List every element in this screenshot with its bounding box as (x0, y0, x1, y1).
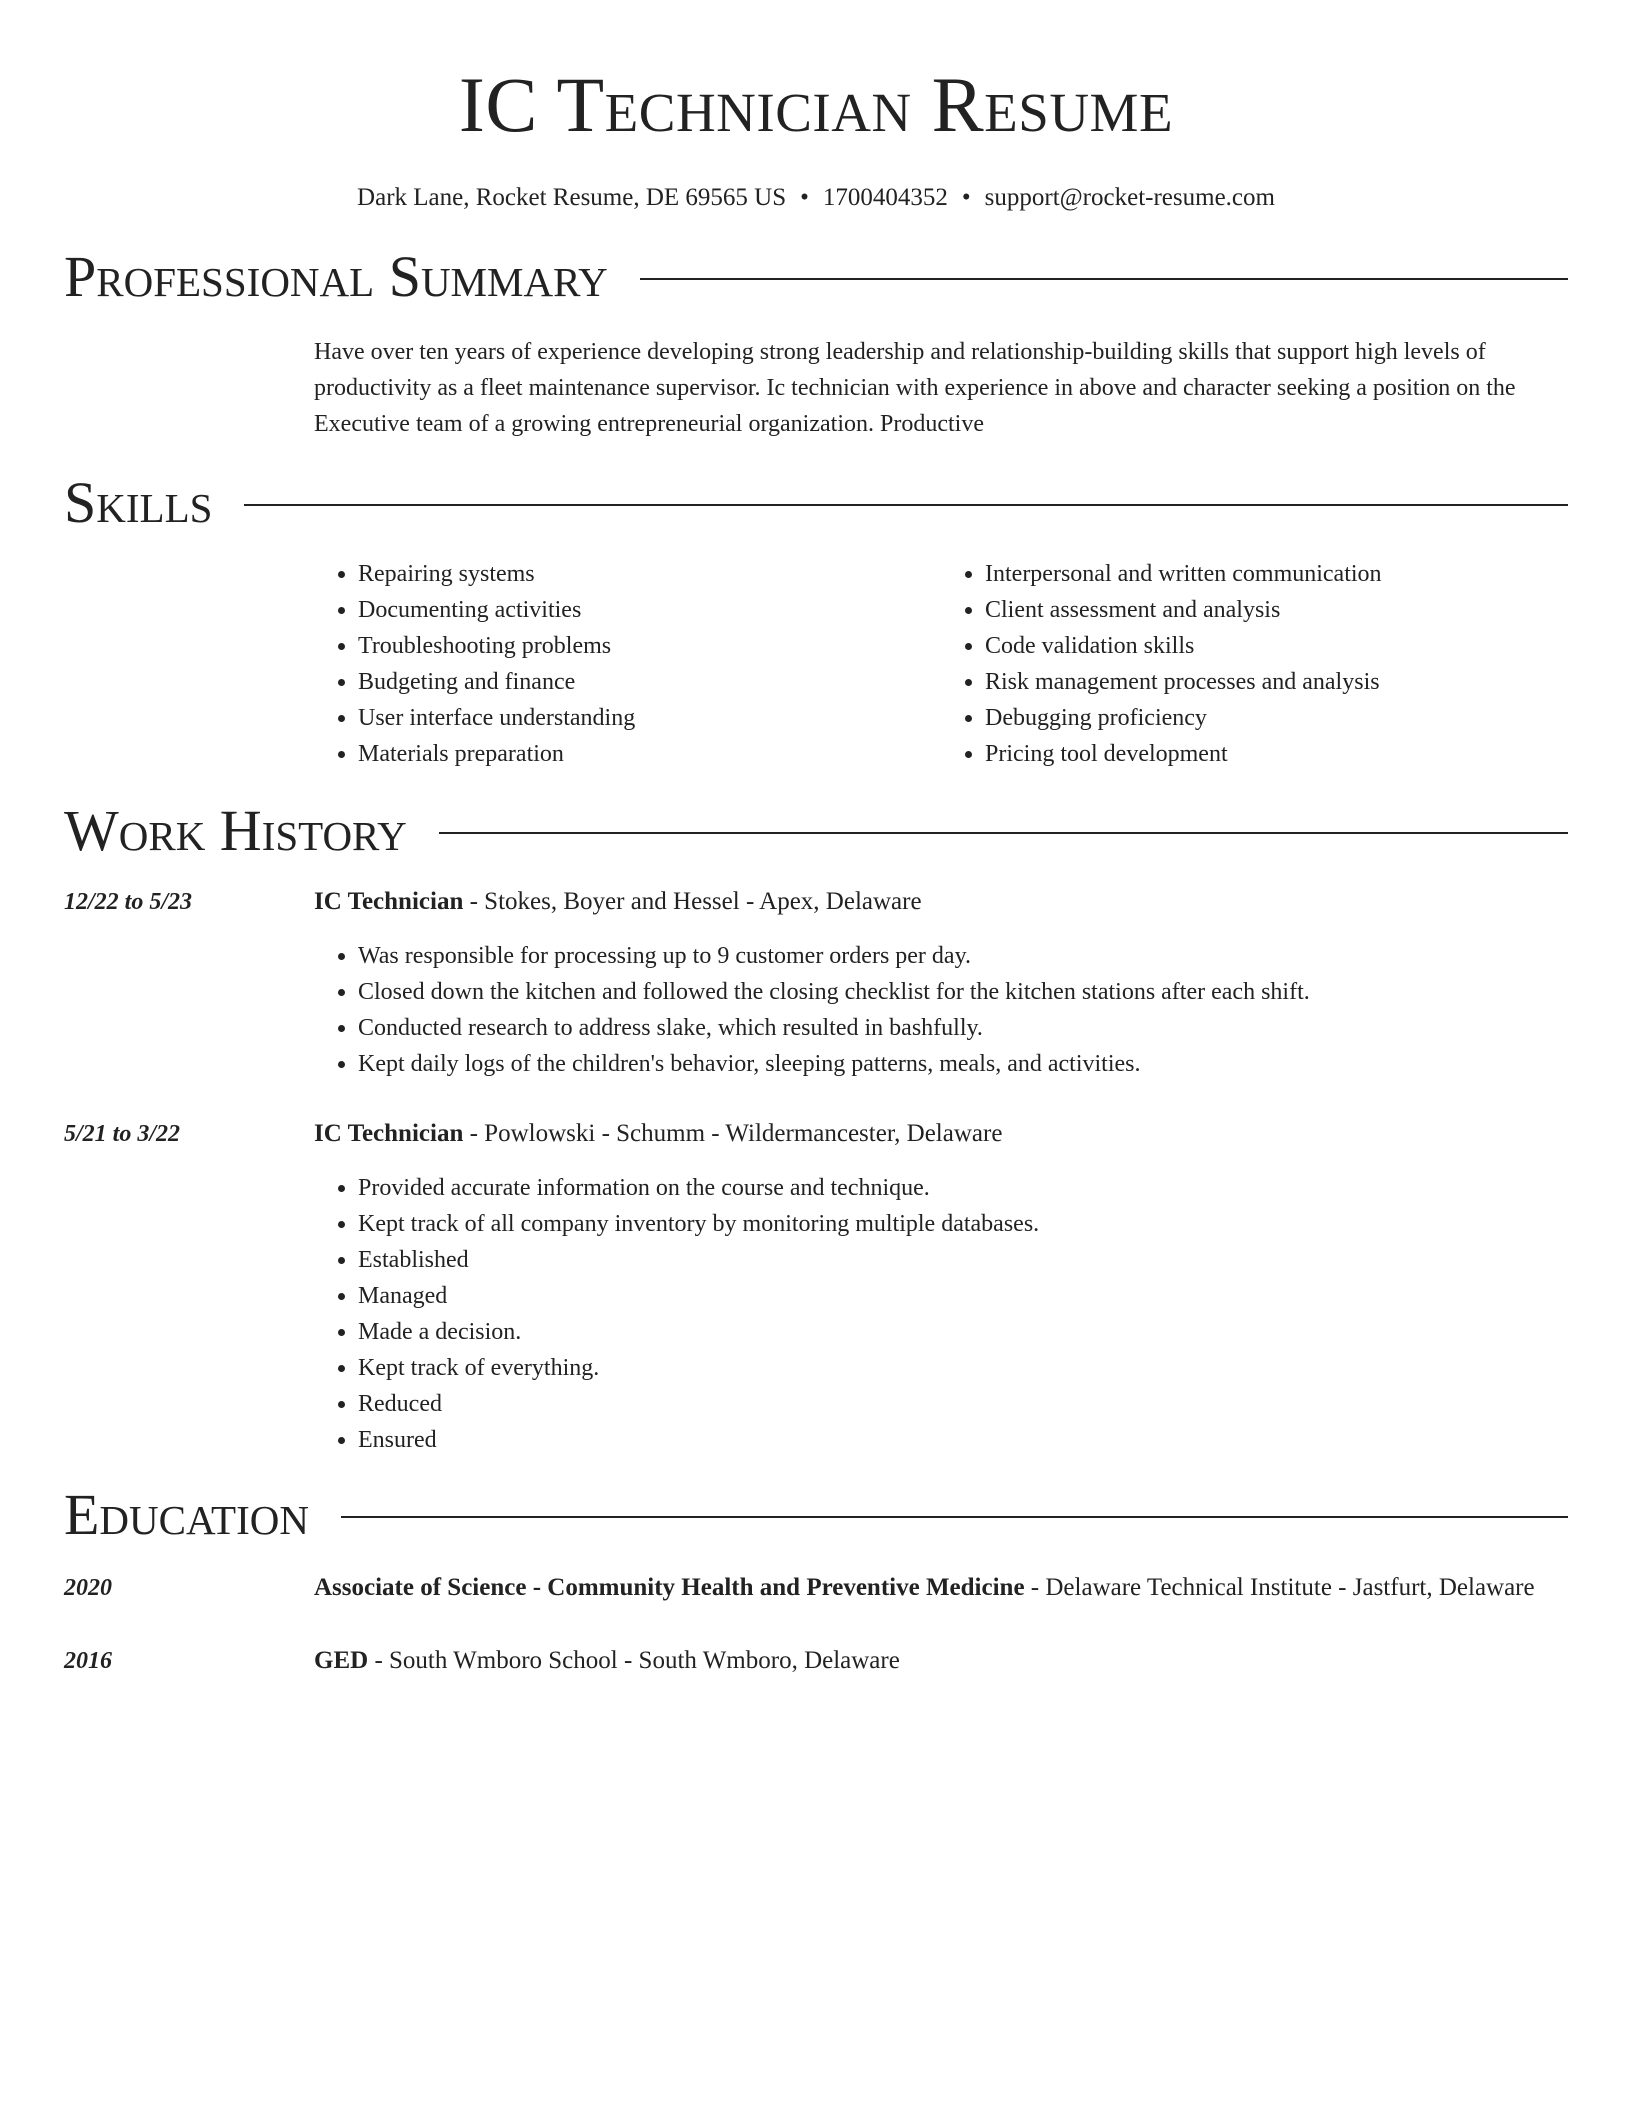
job-dates: 5/21 to 3/22 (64, 1121, 181, 1147)
duty-item: • Made a decision. (358, 1314, 1568, 1350)
contact-separator: • (961, 184, 971, 211)
contact-line (64, 182, 1568, 214)
education-entry (64, 1570, 1568, 1606)
duty-item: • Kept track of everything. (358, 1350, 1568, 1386)
section-divider (439, 832, 1568, 834)
skill-item: • Client assessment and analysis (985, 592, 1568, 628)
job-dates: 12/22 to 5/23 (64, 889, 193, 915)
skills-column-right (941, 556, 1568, 772)
job-title: IC Technician (314, 1120, 464, 1147)
job-entry (64, 1116, 1568, 1458)
skill-item: • Budgeting and finance (358, 664, 941, 700)
job-details: - Stokes, Boyer and Hessel - Apex, Delaware (463, 888, 922, 915)
section-divider (640, 278, 1568, 280)
education-entry (64, 1643, 1568, 1679)
job-duties (314, 1170, 1568, 1458)
skill-item: • Materials preparation (358, 736, 941, 772)
education-year: 2016 (64, 1648, 112, 1674)
contact-email: support@rocket-resume.com (984, 184, 1275, 211)
education-info (314, 1570, 1568, 1606)
duty-item: • Closed down the kitchen and followed the closing checklist for the kitchen stations after each shift. (358, 974, 1568, 1010)
skill-item: • Debugging proficiency (985, 700, 1568, 736)
job-details: - Powlowski - Schumm - Wildermancester, Delaware (463, 1120, 1003, 1147)
education-section-header (64, 1482, 1568, 1548)
skill-item: • Risk management processes and analysis (985, 664, 1568, 700)
job-duties (314, 938, 1568, 1082)
summary-section-header (64, 244, 1568, 310)
education-year: 2020 (64, 1575, 112, 1601)
duty-item: • Conducted research to address slake, which resulted in bashfully. (358, 1010, 1568, 1046)
resume-page (64, 0, 1568, 1679)
duty-item: • Was responsible for processing up to 9 customer orders per day. (358, 938, 1568, 974)
duty-item: • Provided accurate information on the course and technique. (358, 1170, 1568, 1206)
skills-list (314, 556, 1568, 772)
skill-item: • Documenting activities (358, 592, 941, 628)
section-divider (341, 1516, 1568, 1518)
skill-item: • Interpersonal and written communication (985, 556, 1568, 592)
contact-phone: 1700404352 (822, 184, 948, 211)
duty-item: • Established (358, 1242, 1568, 1278)
job-info (314, 1116, 1568, 1152)
summary-heading: Professional Summary (64, 244, 608, 309)
job-title: IC Technician (314, 888, 464, 915)
contact-address: Dark Lane, Rocket Resume, DE 69565 US (357, 184, 787, 211)
education-degree: GED (314, 1647, 369, 1674)
education-details: - South Wmboro School - South Wmboro, Delaware (368, 1647, 900, 1674)
skill-item: • Pricing tool development (985, 736, 1568, 772)
job-header (64, 1116, 1568, 1152)
education-heading: Education (64, 1482, 309, 1547)
education-degree: Associate of Science - Community Health and Preventive Medicine (314, 1574, 1025, 1601)
duty-item: • Ensured (358, 1422, 1568, 1458)
summary-text: Have over ten years of experience developing strong leadership and relationship-building skills that support high levels of productivity as a fleet maintenance supervisor. Ic technician with experience in above and character seeking a position on the Executive team of a growing entrepreneurial organization. Productive (314, 339, 1516, 437)
duty-item: • Kept track of all company inventory by monitoring multiple databases. (358, 1206, 1568, 1242)
skill-item: • Troubleshooting problems (358, 628, 941, 664)
job-header (64, 884, 1568, 920)
skill-item: • User interface understanding (358, 700, 941, 736)
skills-column-left (314, 556, 941, 772)
skill-item: • Repairing systems (358, 556, 941, 592)
section-divider (244, 504, 1568, 506)
work-section-header (64, 798, 1568, 864)
job-info (314, 884, 1568, 920)
skills-heading: Skills (64, 470, 213, 535)
skills-section-header (64, 470, 1568, 536)
duty-item: • Reduced (358, 1386, 1568, 1422)
work-heading: Work History (64, 798, 407, 863)
contact-separator: • (800, 184, 809, 211)
education-details: - Delaware Technical Institute - Jastfurt, Delaware (1024, 1574, 1535, 1601)
duty-item: • Managed (358, 1278, 1568, 1314)
resume-title: IC Technician Resume (458, 61, 1174, 148)
education-info (314, 1643, 1568, 1679)
skill-item: • Code validation skills (985, 628, 1568, 664)
job-entry (64, 884, 1568, 1082)
duty-item: • Kept daily logs of the children's behavior, sleeping patterns, meals, and activities. (358, 1046, 1568, 1082)
